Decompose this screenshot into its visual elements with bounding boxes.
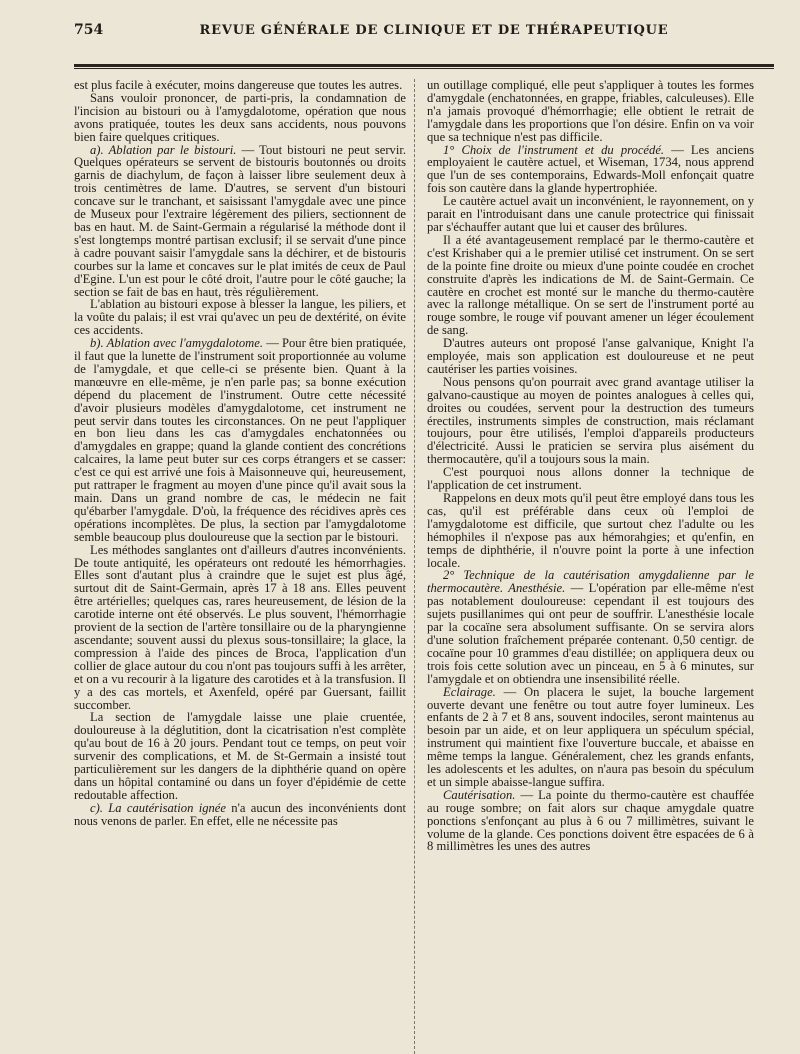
section-heading: 2° Technique de la cautérisation amygdalienne par le thermocautère. Anesthésie.: [427, 568, 754, 596]
section-heading: b). Ablation avec l'amygdalotome.: [90, 336, 263, 351]
section-heading: Eclairage.: [443, 684, 496, 699]
page-number: 754: [74, 22, 104, 38]
paragraph-text: est plus facile à exécuter, moins dangereuse que toutes les autres.: [74, 79, 403, 92]
section-heading: Cautérisation.: [443, 787, 516, 802]
paragraph-text: — La pointe du thermo-cautère est chauffée au rouge sombre; on fait alors sur chaque amygdale quatre ponctions s'enfonçant au plus à 6 ou 7 millimètres, suivant le volume de la glande. Ces ponctions doivent être espacées de 6 à 8 millimètres les unes des autres: [427, 787, 754, 854]
paragraph-text: L'ablation au bistouri expose à blesser la langue, les piliers, et la voûte du palais; il est vrai qu'avec un peu de dextérité, on évite ces accidents.: [74, 297, 406, 338]
paragraph: [427, 789, 754, 854]
paragraph: [427, 337, 754, 376]
paragraph-text: Les méthodes sanglantes ont d'ailleurs d'autres inconvénients. De toute antiquité, les opérateurs ont redouté les hémorrhagies. Elles sont d'autant plus à craindre que le sujet est plus âgé, surtout dit de Saint-Germain, après 17 à 18 ans. Elles peuvent être artérielles; quelques cas, rares heureusement, de lésion de la carotide interne ont été observés. Le plus souvent, l'hémorrhagie provient de la section de l'artère tonsillaire ou de la pharyngienne ascendante; souvent aussi du plexus sous-tonsillaire; la glace, la compression à l'aide des pinces de Broca, l'application d'un collier de glace autour du cou n'ont pas toujours suffi à les arrêter, et on a vu recourir à la ligature des carotides et à la transfusion. Il y a des cas mortels, et Axenfeld, opéré par Guersant, faillit succomber.: [74, 542, 407, 712]
paragraph: [74, 298, 406, 337]
running-title: REVUE GÉNÉRALE DE CLINIQUE ET DE THÉRAPEUTIQUE: [199, 23, 669, 38]
paragraph: [427, 195, 754, 234]
paragraph: [427, 234, 754, 337]
header-rule: [74, 64, 774, 69]
paragraph: [74, 337, 406, 544]
paragraph: [74, 144, 406, 299]
paragraph-text: Nous pensons qu'on pourrait avec grand avantage utiliser la galvano-caustique au moyen de pointes analogues à celles qui, droites ou coudées, servent pour la destruction des tumeurs érectiles, instruments simples de construction, mais réclamant toujours, pour être utilisés, l'emploi d'appareils producteurs d'électricité. Aussi le praticien se servira plus aisément du thermocautère, qu'il a toujours sous la main.: [427, 374, 754, 467]
right-column: [414, 79, 754, 1054]
paragraph: [427, 686, 754, 789]
paragraph: [427, 144, 754, 196]
paragraph-text: Sans vouloir prononcer, de parti-pris, la condamnation de l'incision au bistouri ou à l'amygdalotome, opération que nous avons pratiquée, toutes les deux sans accidents, nous pouvons bien faire quelques critiques.: [74, 90, 406, 144]
section-heading: 1° Choix de l'instrument et du procédé.: [443, 142, 665, 157]
paragraph: [74, 711, 406, 801]
text-columns: [74, 79, 774, 1054]
paragraph-text: — Les anciens employaient le cautère actuel, et Wiseman, 1734, nous apprend que l'un de ses contemporains, Edwards-Moll enfonçait quatre fois son cautère dans la glande hypertrophiée.: [427, 142, 754, 196]
paragraph: [74, 544, 406, 712]
paragraph-text: D'autres auteurs ont proposé l'anse galvanique, Knight l'a employée, mais son application est douloureuse et ne peut cautériser les parties voisines.: [427, 336, 754, 376]
page-header: [74, 22, 774, 50]
paragraph-text: Il a été avantageusement remplacé par le thermo-cautère et c'est Krishaber qui a le premier utilisé cet instrument. On se sert de la pointe fine droite ou mieux d'une pointe coudée en crochet construite d'après les indications de M. de Saint-Germain. Ce cautère en crochet est monté sur le manche du thermo-cautère avec la rallonge métallique. On se sert de l'instrument porté au rouge sombre, le rouge vif pouvant amener un léger écoulement de sang.: [427, 232, 754, 338]
left-column: [74, 79, 414, 1054]
paragraph: [427, 376, 754, 466]
paragraph-text: Le cautère actuel avait un inconvénient, le rayonnement, on y parait en l'introduisant dans une canule protectrice qui finissait par s'échauffer autant que lui et causer des brûlures.: [427, 194, 754, 234]
paragraph-text: — On placera le sujet, la bouche largement ouverte devant une fenêtre ou tout autre foyer lumineux. Les enfants de 2 à 7 et 8 ans, souvent indociles, seront maintenus au besoin par un aide, et on leur appliquera un spéculum spécial, instrument qui maintient fixe l'ouverture buccale, et abaisse en même temps la langue. Généralement, chez les grands enfants, les adolescents et les adultes, on n'aura pas besoin du spéculum et un simple abaisse-langue suffira.: [427, 684, 754, 789]
paragraph: [74, 92, 406, 144]
paragraph-text: — Pour être bien pratiquée, il faut que la lunette de l'instrument soit proportionnée au volume de l'amygdale, et que celle-ci se présente bien. Quant à la manœuvre en elle-même, je n'en parle pas; sa bonne exécution dépend du placement de l'instrument. Outre cette nécessité d'avoir plusieurs modèles d'amygdalotome, cet instrument ne peut servir dans toutes les circonstances. On ne peut l'appliquer en bon lieu dans les cas d'amygdales enchatonnées ou d'amygdales en grappe; quand la glande contient des concrétions calcaires, la lame peut buter sur ces corps étrangers et se casser: c'est ce qui est arrivé une fois à Maisonneuve qui, heureusement, put rattraper le fragment au moyen d'une pince qu'il avait sous la main. Dans un grand nombre de cas, le médecin ne fait qu'ébarber l'amygdale. D'où, la fréquence des récidives après ces opérations incomplètes. De plus, la section par l'amygdalotome semble beaucoup plus douloureuse que la section par le bistouri.: [74, 336, 406, 544]
paragraph: [427, 79, 754, 144]
paragraph-text: — L'opération par elle-même n'est pas notablement douloureuse: cependant il est toujours des sujets pusillanimes qui ont peur de souffrir. L'anesthésie locale par la cocaïne sera absolument suffisante. On se servira alors d'une solution fraîchement préparée contenant. 0,50 centigr. de cocaïne pour 10 grammes d'eau distillée; on appliquera deux ou trois fois cette solution avec un pinceau, en 5 à 6 minutes, sur l'amygdale et on obtiendra une insensibilité réelle.: [427, 581, 754, 686]
paragraph-text: C'est pourquoi nous allons donner la technique de l'application de cet instrument.: [427, 465, 754, 493]
paragraph-text: — Tout bistouri ne peut servir. Quelques opérateurs se servent de bistouris boutonnés ou droits garnis de diachylum, de façon à laisser libre seulement deux à trois centimètres de lame. D'autres, se servent d'un bistouri concave sur le tranchant, et saisissant l'amygdale avec une pince de Museux pour l'extraire légèrement des piliers, sectionnent de bas en haut. M. de Saint-Germain a régularisé la méthode dont il s'est longtemps montré partisan exclusif; il se servait d'une pince à cadre pouvant saisir l'amygdale sans la déchirer, et de bistouris courbes sur la lame et concaves sur le plat imités de ceux de Paul d'Egine. L'un est pour le côté droit, l'autre pour le côté gauche; la section se fait de bas en haut, très régulièrement.: [74, 142, 407, 299]
paragraph-text: n'a aucun des inconvénients dont nous venons de parler. En effet, elle ne nécessite pas: [74, 800, 406, 828]
section-heading: a). Ablation par le bistouri.: [90, 142, 237, 157]
section-heading: c). La cautérisation ignée: [90, 800, 226, 815]
paragraph: [427, 569, 754, 685]
paragraph-text: La section de l'amygdale laisse une plaie cruentée, douloureuse à la déglutition, dont la cicatrisation n'est complète qu'au bout de 16 à 20 jours. Pendant tout ce temps, on peut voir survenir des complications, et M. de St-Germain a insisté tout particulièrement sur les dangers de la diphthérie quand on opère dans un hôpital contaminé ou dans un foyer d'épidémie de cette redoutable affection.: [74, 710, 406, 802]
paragraph-text: un outillage compliqué, elle peut s'appliquer à toutes les formes d'amygdale (enchatonnées, en grappe, friables, calculeuses). Elle n'a jamais provoqué d'hémorrhagie; elle obtient le retrait de l'amygdale dans les proportions que l'on désire. Enfin on va voir que sa technique n'est pas difficile.: [427, 79, 754, 144]
paragraph: [74, 802, 406, 828]
paragraph: [427, 466, 754, 492]
paragraph: [427, 492, 754, 569]
paragraph-text: Rappelons en deux mots qu'il peut être employé dans tous les cas, qu'il est préférable dans ceux où l'emploi de l'amygdalotome est difficile, que surtout chez l'adulte ou les hémophiles il n'expose pas aux hémorahgies; et qu'enfin, en temps de diphthérie, il n'ouvre point la porte à une infection locale.: [427, 491, 754, 570]
